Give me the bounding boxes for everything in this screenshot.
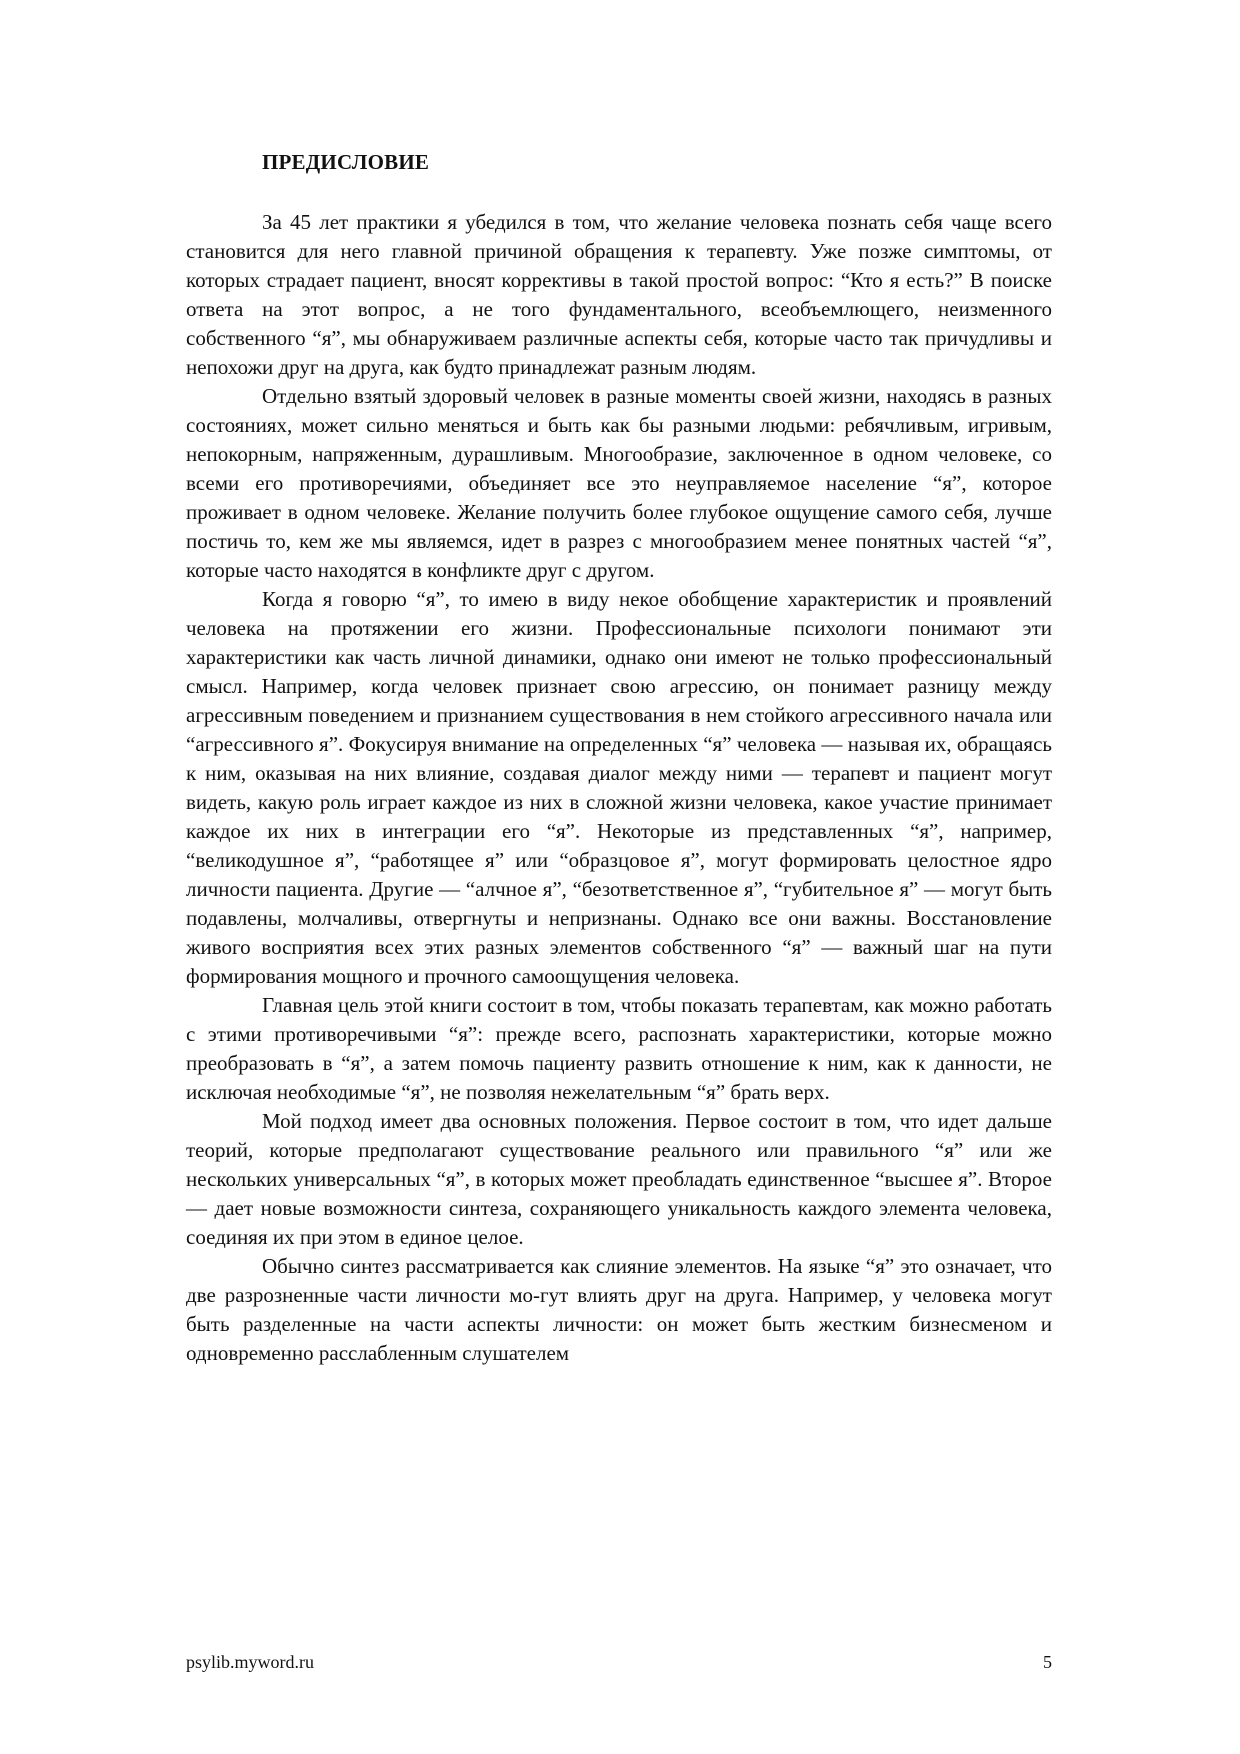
paragraph: Когда я говорю “я”, то имею в виду некое обобщение характеристик и проявлений человека на протяжении его жизни. Профессиональные психологи понимают эти характеристики как часть личной динамики, однако они имеют не только профессиональный смысл. Например, когда человек признает свою агрессию, он понимает разницу между агрессивным поведением и признанием существования в нем стойкого агрессивного начала или “агрессивного я”. Фокусируя внимание на определенных “я” человека — называя их, обращаясь к ним, оказывая на них влияние, создавая диалог между ними — терапевт и пациент могут видеть, какую роль играет каждое из них в сложной жизни человека, какое участие принимает каждое их них в интеграции его “я”. Некоторые из представленных “я”, например, “великодушное я”, “работящее я” или “образцовое я”, могут формировать целостное ядро личности пациента. Другие — “алчное я”, “безответственное я”, “губительное я” — могут быть подавлены, молчаливы, отвергнуты и непризнаны. Однако все они важны. Восстановление живого восприятия всех этих разных элементов собственного “я” — важный шаг на пути формирования мощного и прочного самоощущения человека. [186,587,1052,988]
body-text [186,208,1052,1368]
page-title: ПРЕДИСЛОВИЕ [262,150,430,174]
paragraph: За 45 лет практики я убедился в том, что желание человека познать себя чаще всего становится для него главной причиной обращения к терапевту. Уже позже симптомы, от которых страдает пациент, вносят коррективы в такой простой вопрос: “Кто я есть?” В поиске ответа на этот вопрос, а не того фундаментального, всеобъемлющего, неизменного собственного “я”, мы обнаруживаем различные аспекты себя, которые часто так причудливы и непохожи друг на друга, как будто принадлежат разным людям. [186,210,1052,379]
paragraph: Главная цель этой книги состоит в том, чтобы показать терапевтам, как можно работать с этими противоречивыми “я”: прежде всего, распознать характеристики, которые можно преобразовать в “я”, а затем помочь пациенту развить отношение к ним, как к данности, не исключая необходимые “я”, не позволяя нежелательным “я” брать верх. [186,993,1052,1104]
footer-site: psylib.myword.ru [186,1652,314,1672]
page-number: 5 [1043,1652,1052,1672]
paragraph: Мой подход имеет два основных положения. Первое состоит в том, что идет дальше теорий, которые предполагают существование реального или правильного “я” или же нескольких универсальных “я”, в которых может преобладать единственное “высшее я”. Второе — дает новые возможности синтеза, сохраняющего уникальность каждого элемента человека, соединяя их при этом в единое целое. [186,1109,1052,1249]
paragraph: Обычно синтез рассматривается как слияние элементов. На языке “я” это означает, что две разрозненные части личности мо-гут влиять друг на друга. Например, у человека могут быть разделенные на части аспекты личности: он может быть жестким бизнесменом и одновременно расслабленным слушателем [186,1254,1052,1365]
paragraph: Отдельно взятый здоровый человек в разные моменты своей жизни, находясь в разных состояниях, может сильно меняться и быть как бы разными людьми: ребячливым, игривым, непокорным, напряженным, дурашливым. Многообразие, заключенное в одном человеке, со всеми его противоречиями, объединяет все это неуправляемое население “я”, которое проживает в одном человеке. Желание получить более глубокое ощущение самого себя, лучше постичь то, кем же мы являемся, идет в разрез с многообразием менее понятных частей “я”, которые часто находятся в конфликте друг с другом. [186,384,1052,582]
